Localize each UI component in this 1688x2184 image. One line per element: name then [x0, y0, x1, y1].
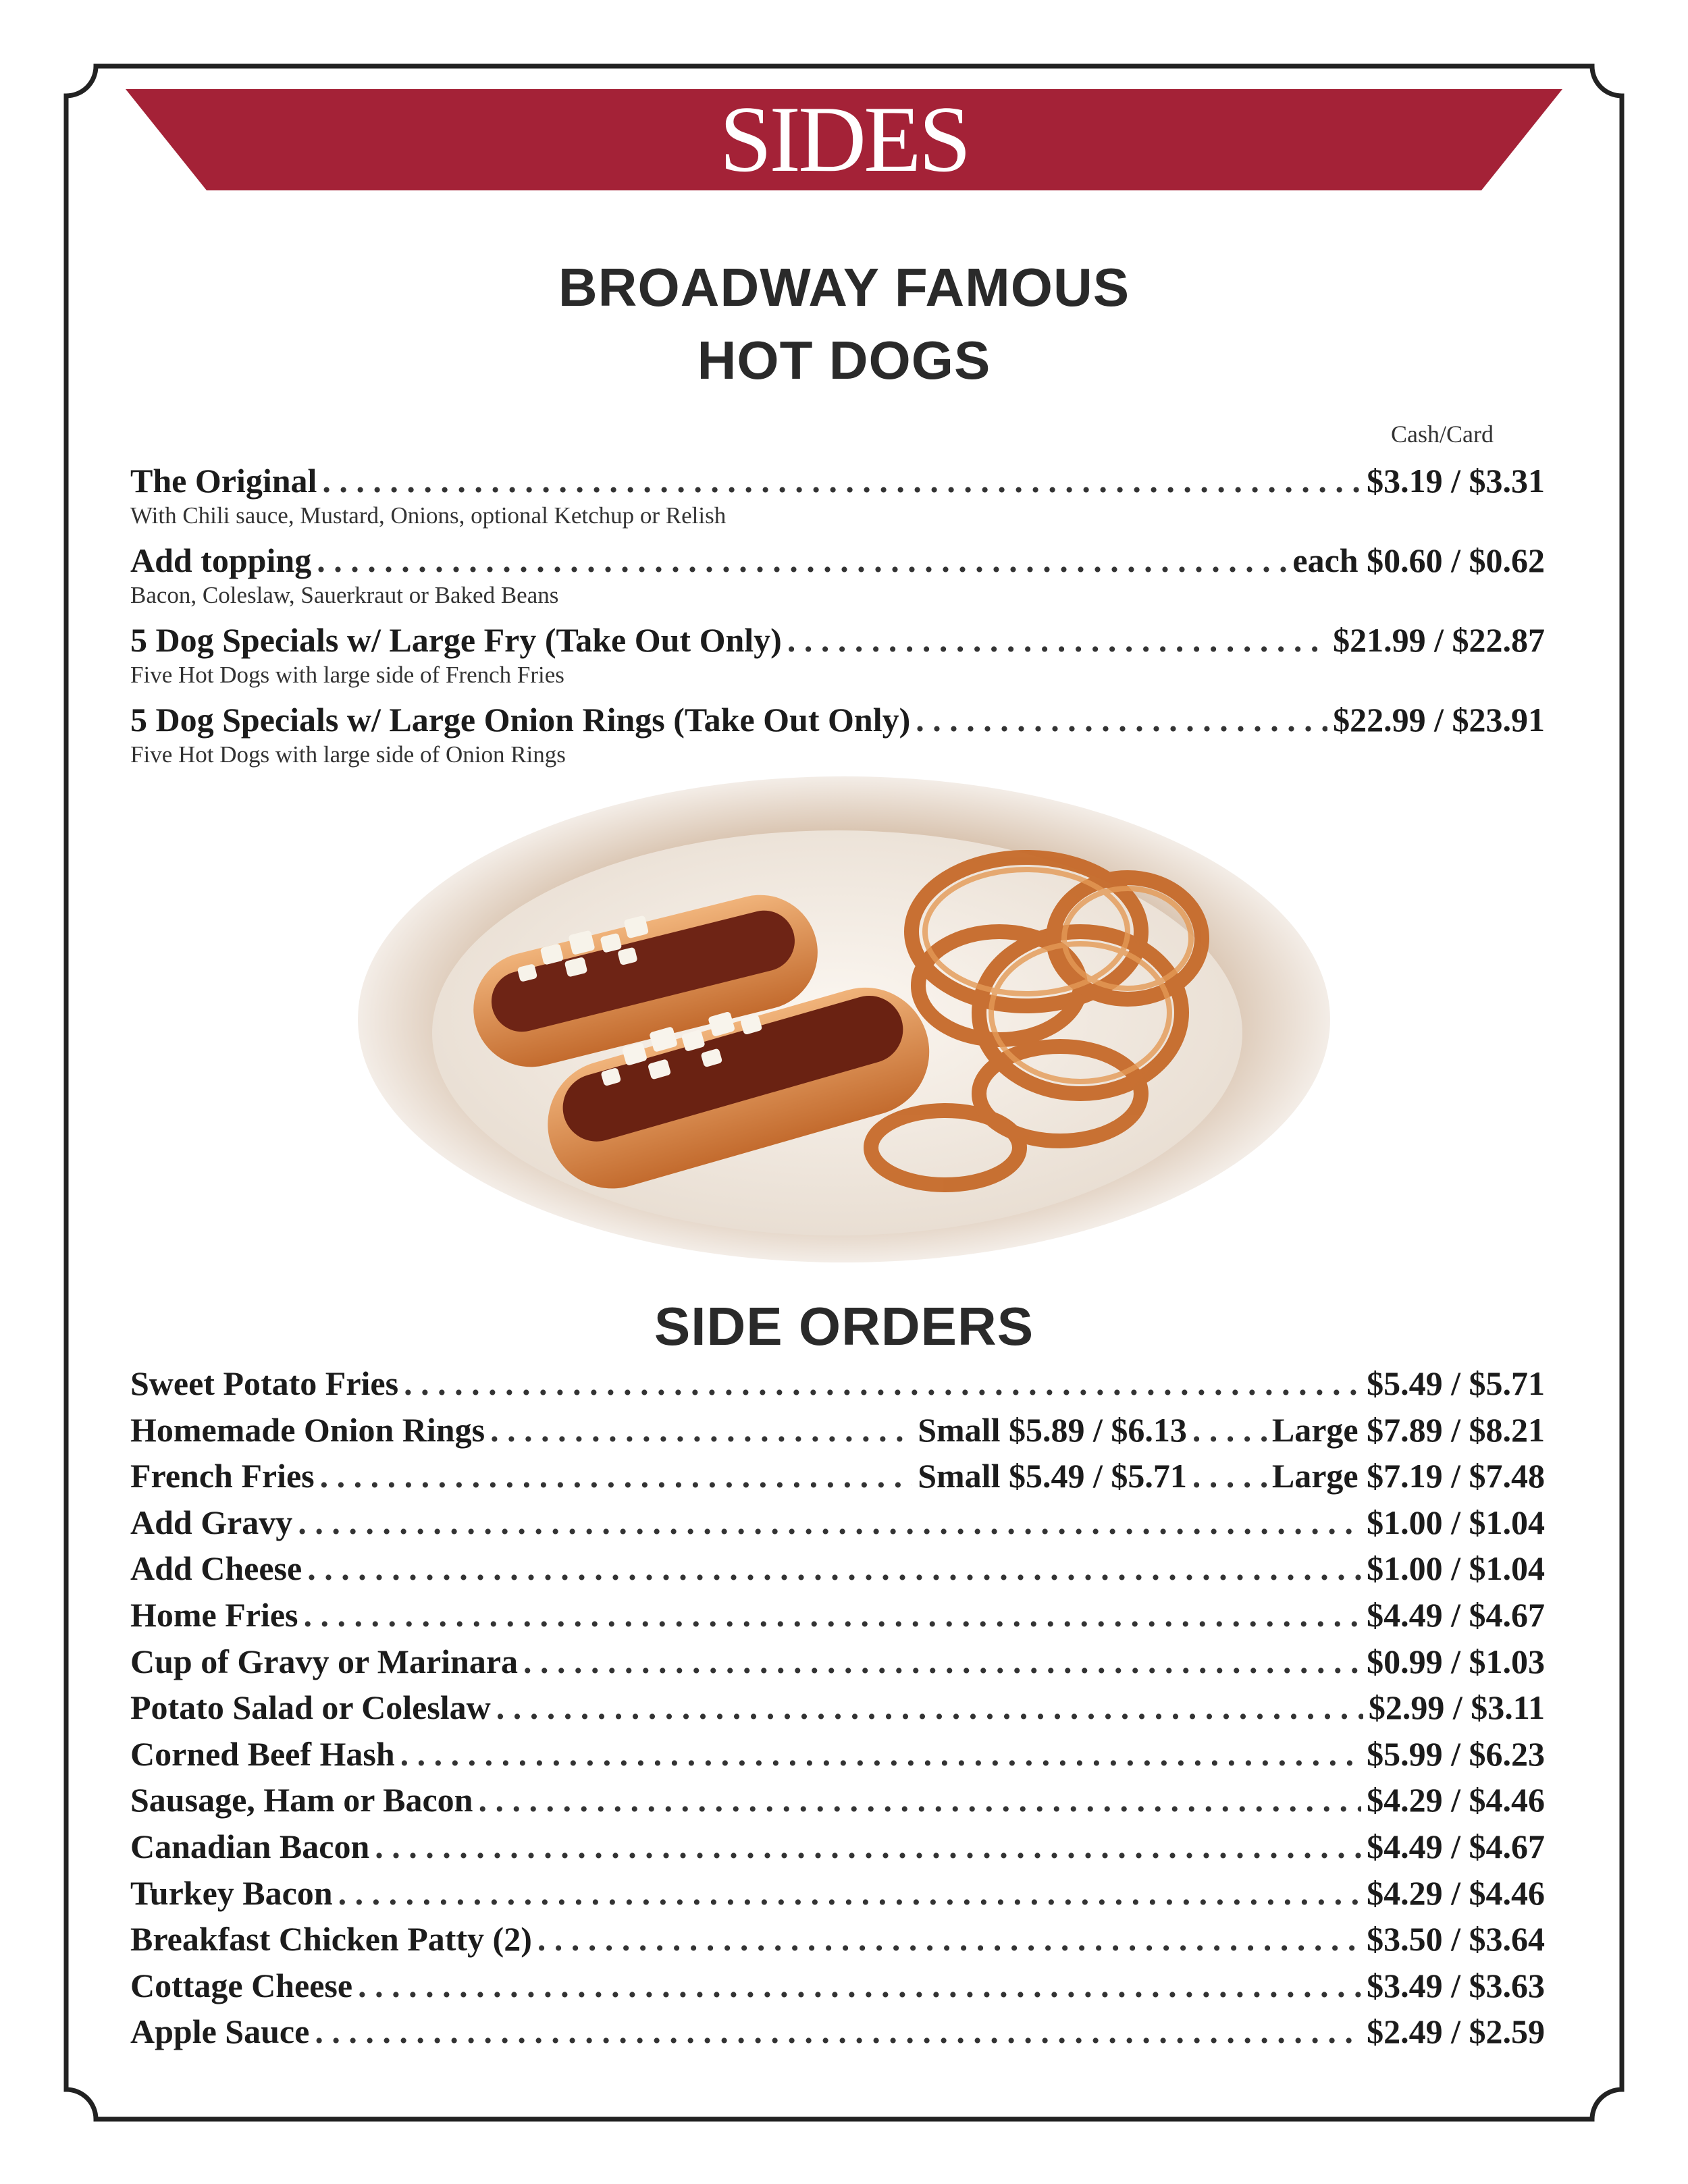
- dot-leader: [523, 1639, 1361, 1685]
- side-orders-heading: SIDE ORDERS: [654, 1296, 1034, 1356]
- menu-item-the-original: [130, 459, 1545, 539]
- item-price-large: Large $7.19 / $7.48: [1271, 1457, 1545, 1495]
- dot-leader: [478, 1777, 1361, 1823]
- menu-item-apple-sauce: [130, 2008, 1545, 2055]
- item-price: $5.99 / $6.23: [1367, 1734, 1545, 1773]
- item-name: Sweet Potato Fries: [130, 1364, 399, 1402]
- dot-leader: [400, 1731, 1361, 1778]
- hot-dog-list: [130, 459, 1545, 778]
- price-column-header: Cash/Card: [1391, 421, 1494, 448]
- item-price: $2.99 / $3.11: [1368, 1688, 1545, 1727]
- dot-leader: [375, 1823, 1361, 1870]
- dot-leader: [787, 618, 1327, 662]
- menu-item-breakfast-chicken-patty: [130, 1916, 1545, 1963]
- dot-leader: [496, 1684, 1363, 1731]
- hot-dogs-heading-line2: HOT DOGS: [697, 330, 991, 390]
- item-name: French Fries: [130, 1457, 315, 1495]
- dot-leader: [1192, 1453, 1267, 1499]
- dot-leader: [322, 459, 1361, 502]
- hot-dogs-heading: [0, 251, 1688, 397]
- hot-dog-plate-photo: [351, 770, 1337, 1269]
- item-name: Corned Beef Hash: [130, 1734, 395, 1773]
- dot-leader: [307, 1545, 1361, 1592]
- menu-item-homemade-onion-rings: [130, 1407, 1545, 1454]
- menu-item-french-fries: [130, 1453, 1545, 1499]
- menu-item-5-dog-special-rings: [130, 698, 1545, 778]
- dot-leader: [404, 1360, 1361, 1407]
- dot-leader: [317, 539, 1287, 582]
- item-price-small: Small $5.49 / $5.71: [918, 1457, 1187, 1495]
- item-name: Breakfast Chicken Patty (2): [130, 1920, 532, 1959]
- menu-item-cup-of-gravy: [130, 1639, 1545, 1685]
- item-name: Home Fries: [130, 1595, 298, 1634]
- item-name: Add Cheese: [130, 1549, 302, 1588]
- item-price: $5.49 / $5.71: [1367, 1364, 1545, 1402]
- item-price: $0.99 / $1.03: [1367, 1642, 1545, 1680]
- item-name: Cottage Cheese: [130, 1966, 353, 2004]
- menu-item-home-fries: [130, 1592, 1545, 1639]
- menu-item-potato-salad: [130, 1684, 1545, 1731]
- item-price-small: Small $5.89 / $6.13: [918, 1410, 1187, 1449]
- dot-leader: [916, 698, 1327, 741]
- item-price: $4.49 / $4.67: [1367, 1595, 1545, 1634]
- item-price: $21.99 / $22.87: [1333, 621, 1545, 659]
- item-price: $3.19 / $3.31: [1367, 462, 1545, 500]
- dot-leader: [315, 2008, 1361, 2055]
- item-name: 5 Dog Specials w/ Large Onion Rings (Take Out Only): [130, 701, 911, 739]
- item-description: Five Hot Dogs with large side of Onion Rings: [130, 741, 566, 768]
- item-price: $3.50 / $3.64: [1367, 1920, 1545, 1959]
- item-name: The Original: [130, 462, 317, 500]
- menu-item-canadian-bacon: [130, 1823, 1545, 1870]
- item-price: $4.49 / $4.67: [1367, 1827, 1545, 1865]
- item-name: Add Gravy: [130, 1503, 293, 1541]
- item-price: $4.29 / $4.46: [1367, 1781, 1545, 1819]
- menu-item-sweet-potato-fries: [130, 1360, 1545, 1407]
- item-name: Canadian Bacon: [130, 1827, 370, 1865]
- item-price: $2.49 / $2.59: [1367, 2013, 1545, 2051]
- menu-item-turkey-bacon: [130, 1870, 1545, 1917]
- item-name: Apple Sauce: [130, 2013, 310, 2051]
- item-description: Bacon, Coleslaw, Sauerkraut or Baked Beans: [130, 582, 559, 608]
- dot-leader: [490, 1407, 912, 1454]
- item-price: $4.29 / $4.46: [1367, 1873, 1545, 1912]
- menu-item-cottage-cheese: [130, 1963, 1545, 2009]
- item-price: $1.00 / $1.04: [1367, 1549, 1545, 1588]
- dot-leader: [338, 1870, 1361, 1917]
- item-name: Potato Salad or Coleslaw: [130, 1688, 491, 1727]
- item-name: Add topping: [130, 541, 312, 579]
- dot-leader: [320, 1453, 913, 1499]
- menu-item-sausage-ham-bacon: [130, 1777, 1545, 1823]
- hot-dogs-heading-line1: BROADWAY FAMOUS: [558, 257, 1130, 317]
- dot-leader: [537, 1916, 1361, 1963]
- item-description: With Chili sauce, Mustard, Onions, optional Ketchup or Relish: [130, 502, 727, 529]
- dot-leader: [304, 1592, 1362, 1639]
- side-orders-list: [130, 1360, 1545, 2055]
- item-description: Five Hot Dogs with large side of French Fries: [130, 662, 564, 688]
- item-price: $22.99 / $23.91: [1333, 701, 1545, 739]
- item-price: each $0.60 / $0.62: [1292, 541, 1545, 579]
- menu-item-5-dog-special-fry: [130, 618, 1545, 698]
- header-banner: [126, 89, 1562, 190]
- menu-item-add-topping: [130, 539, 1545, 618]
- menu-item-add-gravy: [130, 1499, 1545, 1546]
- dot-leader: [358, 1963, 1361, 2009]
- item-name: Homemade Onion Rings: [130, 1410, 485, 1449]
- item-name: Sausage, Ham or Bacon: [130, 1781, 473, 1819]
- item-price: $1.00 / $1.04: [1367, 1503, 1545, 1541]
- item-price: $3.49 / $3.63: [1367, 1966, 1545, 2004]
- item-name: Turkey Bacon: [130, 1873, 333, 1912]
- item-name: Cup of Gravy or Marinara: [130, 1642, 519, 1680]
- item-price-large: Large $7.89 / $8.21: [1271, 1410, 1545, 1449]
- dot-leader: [1192, 1407, 1267, 1454]
- menu-item-corned-beef-hash: [130, 1731, 1545, 1778]
- menu-item-add-cheese: [130, 1545, 1545, 1592]
- item-name: 5 Dog Specials w/ Large Fry (Take Out Only): [130, 621, 782, 659]
- dot-leader: [298, 1499, 1361, 1546]
- page-title: SIDES: [719, 87, 969, 192]
